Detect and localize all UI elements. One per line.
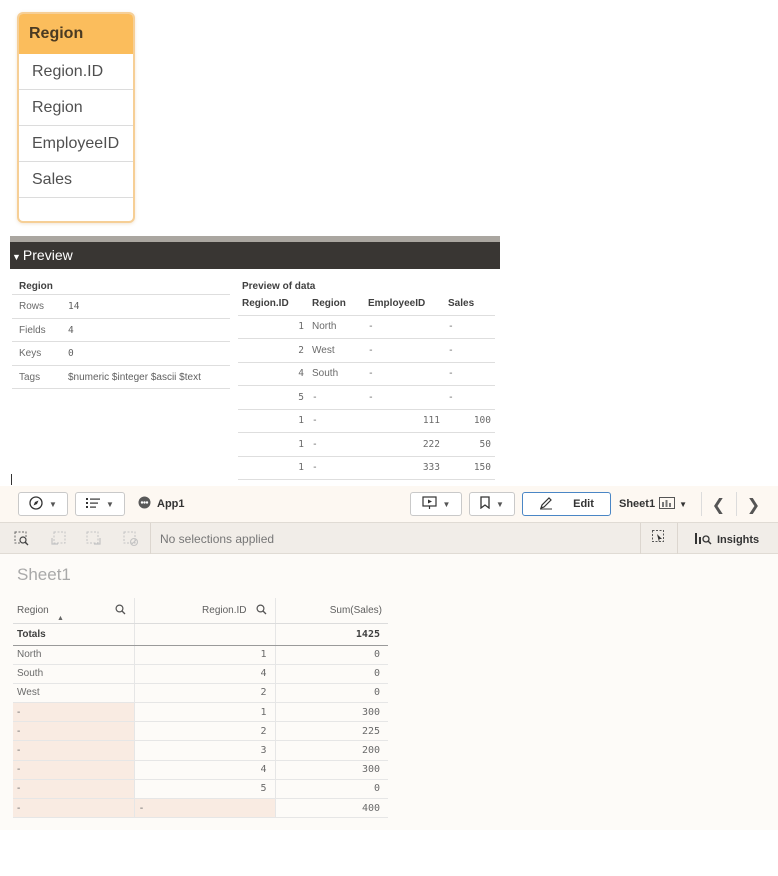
insights-button[interactable] — [694, 531, 759, 548]
divider — [150, 523, 151, 554]
preview-data-cell: - — [308, 409, 364, 433]
preview-data-cell: North — [308, 315, 364, 339]
table-card-field[interactable]: Sales — [19, 162, 133, 198]
column-header-label: Region — [17, 604, 49, 616]
toolbar — [0, 486, 778, 522]
table-cell[interactable]: 3 — [134, 741, 275, 760]
chevron-down-icon: ▼ — [679, 499, 687, 509]
search-icon[interactable] — [256, 604, 267, 618]
table-row[interactable] — [13, 741, 388, 760]
search-icon[interactable] — [115, 604, 126, 618]
chevron-down-icon: ▼ — [106, 499, 114, 509]
chevron-left-icon: ❮ — [711, 494, 726, 514]
text-cursor — [11, 474, 12, 485]
table-cell[interactable]: 0 — [275, 645, 388, 664]
insights-label: Insights — [717, 533, 760, 546]
preview-data-table — [238, 293, 495, 480]
table-cell[interactable]: North — [13, 645, 134, 664]
preview-data-cell: - — [364, 362, 444, 386]
preview-data-cell: 100 — [444, 409, 495, 433]
insights-icon — [694, 531, 712, 548]
table-cell[interactable]: 4 — [134, 664, 275, 683]
preview-data-row — [238, 339, 495, 363]
preview-meta-row — [12, 295, 230, 319]
column-header: Sales — [444, 293, 495, 315]
selection-status: No selections applied — [160, 532, 275, 546]
preview-meta-list — [12, 294, 230, 389]
table-row[interactable] — [13, 645, 388, 664]
straight-table[interactable] — [13, 598, 388, 818]
preview-data-title: Preview of data — [242, 281, 316, 292]
preview-data-row — [238, 315, 495, 339]
preview-data-cell: - — [444, 386, 495, 410]
smart-search-icon — [652, 530, 666, 547]
app-icon — [138, 496, 151, 512]
table-cell[interactable]: 2 — [134, 722, 275, 741]
table-cell[interactable]: - — [13, 760, 134, 779]
table-row[interactable] — [13, 779, 388, 798]
table-cell[interactable]: - — [134, 799, 275, 818]
navigation-menu-button[interactable] — [18, 492, 68, 516]
table-cell[interactable]: South — [13, 664, 134, 683]
preview-data-cell: South — [308, 362, 364, 386]
preview-data-cell: 1 — [238, 433, 308, 457]
table-cell[interactable]: - — [13, 703, 134, 722]
meta-key: Tags — [19, 371, 41, 383]
pencil-icon — [539, 496, 553, 513]
table-row[interactable] — [13, 703, 388, 722]
preview-meta-row — [12, 366, 230, 390]
column-header-sum-sales[interactable] — [275, 598, 388, 623]
column-header-label: Sum(Sales) — [329, 604, 382, 616]
next-sheet-button[interactable] — [736, 492, 770, 516]
table-cell[interactable]: - — [13, 741, 134, 760]
table-cell[interactable]: 300 — [275, 760, 388, 779]
totals-row — [13, 623, 388, 645]
table-cell[interactable]: 1 — [134, 703, 275, 722]
preview-data-cell: - — [444, 339, 495, 363]
meta-value: 0 — [68, 348, 74, 359]
preview-data-cell: - — [308, 386, 364, 410]
preview-data-cell: 1 — [238, 456, 308, 480]
table-cell[interactable]: - — [13, 722, 134, 741]
preview-data-cell: - — [364, 315, 444, 339]
totals-empty-cell — [134, 623, 275, 645]
chevron-down-icon: ▼ — [49, 499, 57, 509]
presentation-icon — [422, 496, 437, 513]
column-header-region-id[interactable] — [134, 598, 275, 623]
totals-label: Totals — [13, 623, 134, 645]
meta-value: 14 — [68, 301, 80, 312]
table-cell[interactable]: - — [13, 779, 134, 798]
table-cell[interactable]: 4 — [134, 760, 275, 779]
selections-tool-icon[interactable] — [14, 531, 30, 547]
preview-data-cell: 50 — [444, 433, 495, 457]
preview-data-cell: 4 — [238, 362, 308, 386]
table-cell[interactable]: 0 — [275, 779, 388, 798]
preview-data-cell: 222 — [364, 433, 444, 457]
preview-data-cell: 333 — [364, 456, 444, 480]
bookmark-icon — [480, 496, 490, 512]
preview-data-cell: - — [308, 456, 364, 480]
table-cell[interactable]: 1 — [134, 645, 275, 664]
table-row[interactable] — [13, 760, 388, 779]
preview-data-cell: - — [364, 386, 444, 410]
preview-meta-row — [12, 319, 230, 343]
table-cell[interactable]: 200 — [275, 741, 388, 760]
table-cell[interactable]: 5 — [134, 779, 275, 798]
preview-title: Preview — [22, 247, 73, 263]
chevron-down-icon: ▼ — [442, 499, 451, 509]
step-back-icon[interactable] — [50, 531, 66, 547]
column-header: Region.ID — [238, 293, 308, 315]
sheet-thumbnail-icon — [659, 497, 675, 512]
preview-data-cell: 1 — [238, 409, 308, 433]
sort-ascending-icon: ▲ — [57, 614, 64, 622]
preview-data-cell: 2 — [238, 339, 308, 363]
meta-value: $numeric $integer $ascii $text — [68, 371, 201, 383]
preview-meta-row — [12, 342, 230, 366]
sheet-area — [0, 554, 778, 830]
table-card-field[interactable]: Region.ID — [19, 54, 133, 90]
column-header: Region — [308, 293, 364, 315]
preview-data-cell: West — [308, 339, 364, 363]
compass-icon — [29, 496, 43, 513]
column-header-label: Region.ID — [202, 604, 247, 616]
table-row[interactable] — [13, 683, 388, 702]
table-cell[interactable]: 0 — [275, 664, 388, 683]
edit-button[interactable] — [522, 492, 611, 516]
step-forward-icon[interactable] — [86, 531, 102, 547]
preview-data-cell: - — [364, 339, 444, 363]
totals-value: 1425 — [275, 623, 388, 645]
table-cell[interactable]: West — [13, 683, 134, 702]
app-name[interactable] — [138, 496, 185, 512]
preview-data-cell: 111 — [364, 409, 444, 433]
clear-all-selections-icon[interactable] — [123, 531, 139, 547]
column-header: EmployeeID — [364, 293, 444, 315]
table-cell[interactable]: 0 — [275, 683, 388, 702]
preview-data-cell: - — [444, 315, 495, 339]
previous-sheet-button[interactable] — [701, 492, 735, 516]
sheet-selector[interactable] — [615, 492, 701, 516]
sheet-label: Sheet1 — [619, 498, 656, 510]
chevron-right-icon: ❯ — [746, 494, 761, 514]
chevron-down-icon: ▼ — [496, 499, 504, 509]
preview-data-row — [238, 386, 495, 410]
table-card-title: Region — [19, 14, 133, 54]
preview-data-row — [238, 409, 495, 433]
table-row[interactable] — [13, 664, 388, 683]
table-card-field[interactable]: EmployeeID — [19, 126, 133, 162]
preview-data-cell: - — [444, 362, 495, 386]
preview-data-row — [238, 362, 495, 386]
present-button[interactable] — [410, 492, 462, 516]
column-header-region[interactable] — [13, 598, 134, 623]
table-card-field[interactable]: Region — [19, 90, 133, 126]
preview-data-cell: 1 — [238, 315, 308, 339]
table-cell[interactable]: 2 — [134, 683, 275, 702]
preview-data-cell: 150 — [444, 456, 495, 480]
table-cell[interactable]: - — [13, 799, 134, 818]
app-name-label: App1 — [157, 498, 185, 510]
bookmark-button[interactable] — [469, 492, 515, 516]
meta-key: Rows — [19, 301, 45, 312]
preview-data-cell: 5 — [238, 386, 308, 410]
meta-value: 4 — [68, 324, 74, 336]
sheet-title: Sheet1 — [17, 565, 71, 584]
preview-header[interactable] — [10, 242, 500, 269]
table-row[interactable] — [13, 722, 388, 741]
smart-search-button[interactable] — [640, 523, 678, 554]
collapse-caret-icon: ▼ — [12, 252, 21, 262]
meta-key: Fields — [19, 324, 46, 336]
meta-key: Keys — [19, 348, 42, 359]
edit-label: Edit — [573, 498, 594, 510]
preview-data-row — [238, 433, 495, 457]
table-cell[interactable]: 225 — [275, 722, 388, 741]
preview-data-cell: - — [308, 433, 364, 457]
table-row[interactable] — [13, 799, 388, 818]
table-card-region[interactable] — [17, 12, 135, 223]
selections-bar — [0, 522, 778, 554]
table-cell[interactable]: 300 — [275, 703, 388, 722]
preview-data-row — [238, 456, 495, 480]
list-icon — [86, 497, 100, 512]
table-cell[interactable]: 400 — [275, 799, 388, 818]
preview-table-name: Region — [19, 281, 53, 292]
global-menu-button[interactable] — [75, 492, 125, 516]
